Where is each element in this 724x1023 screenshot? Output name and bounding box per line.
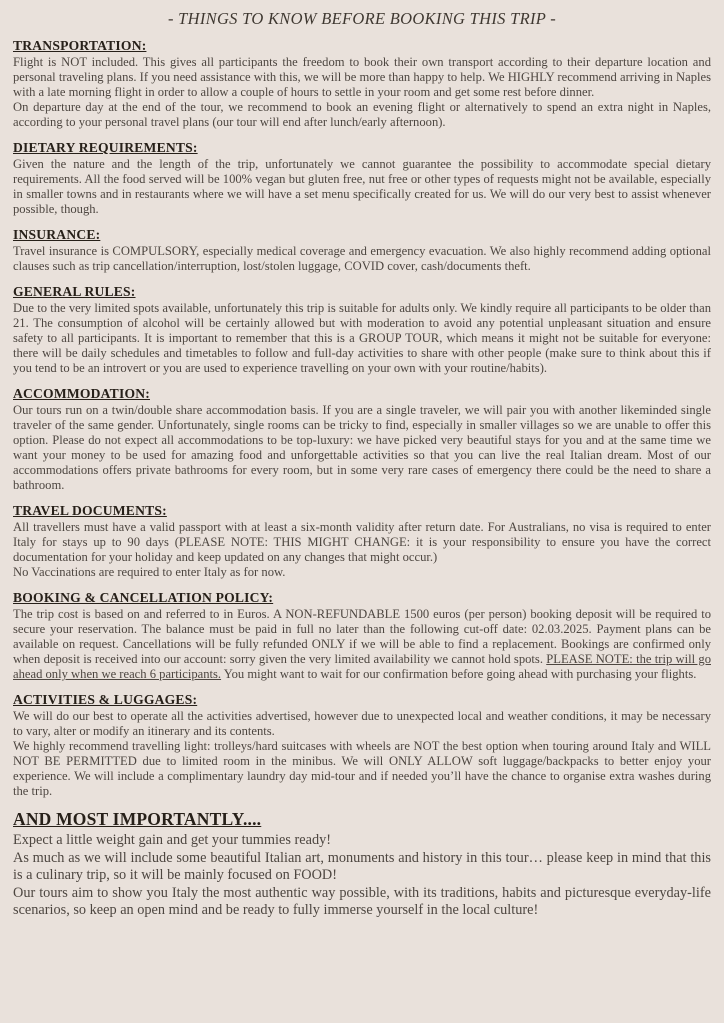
paragraph: Given the nature and the length of the trip, unfortunately we cannot guarantee the possibility to accommodate special dietary requirements. All the food served will be 100% vegan but gluten free, nut free or other types of requests might not be available, especially in smaller towns and in restaurants where we will have a set menu specifically created for us. We will do our very best to assist whenever possible, though. [13,157,711,216]
paragraph: Travel insurance is COMPULSORY, especially medical coverage and emergency evacuation. We also highly recommend adding optional clauses such as trip cancellation/interruption, lost/stolen luggage, COVID cover, cash/documents theft. [13,244,711,273]
section-transportation [13,38,711,130]
paragraph: No Vaccinations are required to enter Italy as for now. [13,565,286,579]
section-heading: ACCOMMODATION: [13,386,150,401]
section-heading: BOOKING & CANCELLATION POLICY: [13,590,274,605]
section-heading: DIETARY REQUIREMENTS: [13,140,198,155]
section-most-importantly [13,809,711,920]
paragraph: We will do our best to operate all the activities advertised, however due to unexpected local and weather conditions, it may be necessary to vary, alter or modify an itinerary and its contents. [13,709,711,738]
page-title: - THINGS TO KNOW BEFORE BOOKING THIS TRIP - [167,9,557,28]
paragraph: On departure day at the end of the tour, we recommend to book an evening flight or alternatively to spend an extra night in Naples, according to your personal travel plans (our tour will end after lunch/early afternoon). [13,100,711,129]
paragraph: Our tours run on a twin/double share accommodation basis. If you are a single traveler, we will pair you with another likeminded single traveler of the same gender. Unfortunately, single rooms can be tricky to find, especially in smaller villages so we are unable to offer this option. Please do not expect all accommodations to be top-luxury: we have picked very beautiful stays for you and at the same time we want your money to be used for amazing food and unforgettable activities so that you can live the real Italian dream. Most of our accommodations offers private bathrooms for every room, but in some very rare cases of emergency there could be the need to share a bathroom. [13,403,711,492]
paragraph: Expect a little weight gain and get your tummies ready! [13,832,332,848]
section-heading: TRANSPORTATION: [13,38,147,53]
section-accommodation [13,386,711,493]
paragraph: Flight is NOT included. This gives all participants the freedom to book their own transport according to their departure location and personal traveling plans. If you need assistance with this, we will be more than happy to help. We HIGHLY recommend arriving in Naples with a late morning flight in order to allow a couple of hours to settle in your room and get some rest before dinner. [13,55,711,99]
section-travel-documents [13,503,711,580]
section-booking-cancellation-policy [13,590,711,682]
section-general-rules [13,284,711,376]
paragraph: As much as we will include some beautiful Italian art, monuments and history in this tour… please keep in mind that this is a culinary trip, so it will be mainly focused on FOOD! [13,849,711,883]
section-heading: AND MOST IMPORTANTLY.... [13,809,262,829]
section-dietary-requirements [13,140,711,217]
paragraph: Our tours aim to show you Italy the most authentic way possible, with its traditions, habits and picturesque everyday-life scenarios, so keep an open mind and be ready to fully immerse yourself in the local culture! [13,884,711,918]
section-heading: GENERAL RULES: [13,284,136,299]
section-heading: INSURANCE: [13,227,101,242]
paragraph-text: The trip cost is based on and referred to in Euros. A NON-REFUNDABLE 1500 euros (per person) booking deposit will be required to secure your reservation. The balance must be paid in full no later than the following cut-off date: 02.03.2025. Payment plans can be available on request. Cancellations will be fully refunded ONLY if we will be able to find a replacement. Bookings are confirmed only when deposit is received into our account: sorry given the very limited availability we cannot hold spots. [13,607,711,666]
paragraph-text: You might want to wait for our confirmation before going ahead with purchasing your flights. [221,667,697,681]
section-heading: TRAVEL DOCUMENTS: [13,503,167,518]
section-activities-luggages [13,692,711,799]
underlined-note: PLEASE NOTE: the trip will go ahead only when we reach 6 participants. [13,652,711,681]
paragraph: Due to the very limited spots available, unfortunately this trip is suitable for adults only. We kindly require all participants to be older than 21. The consumption of alcohol will be certainly allowed but with moderation to avoid any potential unpleasant situation and ensure safety to all participants. It is important to remember that this is a GROUP TOUR, which means it might not be suitable for everyone: there will be daily schedules and timetables to follow and full-day activities to share with other people (make sure to think about this if you tend to be an introvert or you are used to experience travelling on your own with your routine/habits). [13,301,711,375]
paragraph [13,607,711,682]
section-insurance [13,227,711,274]
section-heading: ACTIVITIES & LUGGAGES: [13,692,198,707]
paragraph: All travellers must have a valid passport with at least a six-month validity after return date. For Australians, no visa is required to enter Italy for stays up to 90 days (PLEASE NOTE: THIS MIGHT CHANGE: it is your responsibility to ensure you have the correct documentation for your holiday and keep updated on any changes that might occur.) [13,520,711,564]
paragraph: We highly recommend travelling light: trolleys/hard suitcases with wheels are NOT the best option when touring around Italy and WILL NOT BE PERMITTED due to limited room in the minibus. We will ONLY ALLOW soft luggage/backpacks to better enjoy your experience. We will include a complimentary laundry day mid-tour and if needed you’ll have the chance to organise extra washes during the trip. [13,739,711,798]
